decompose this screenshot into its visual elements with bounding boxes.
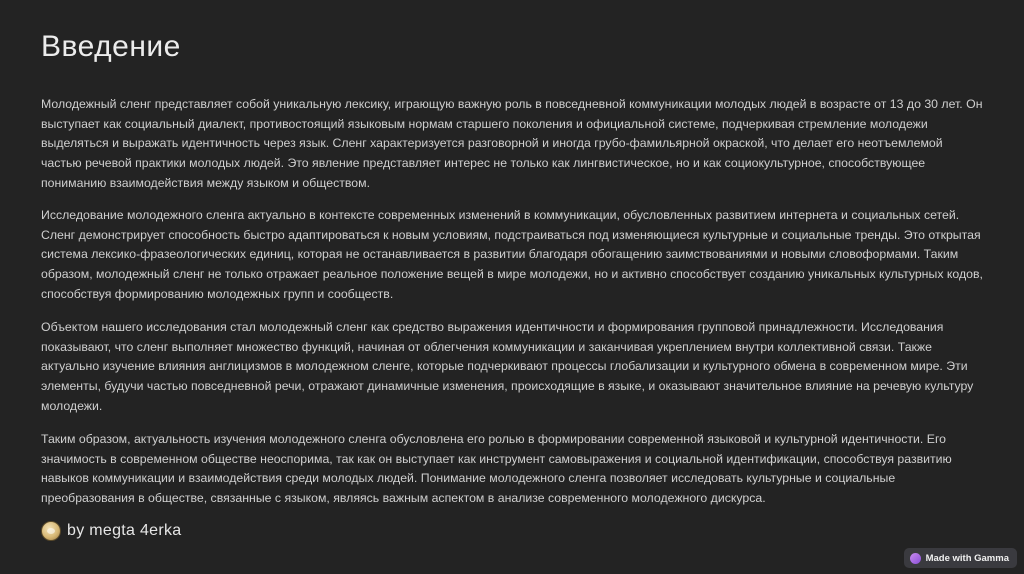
avatar	[41, 521, 61, 541]
made-with-gamma-badge[interactable]	[904, 548, 1017, 568]
slide-title: Введение	[41, 30, 181, 63]
paragraph-4: Таким образом, актуальность изучения молодежного сленга обусловлена его ролью в формировании современной языковой и культурной идентичности. Его значимость в современном обществе неоспорима, так как он выступает как инструмент самовыражения и социальной идентификации, способствуя развитию навыков коммуникации и взаимодействия среди молодых людей. Понимание молодежного сленга позволяет исследовать культурные и социальные преобразования в обществе, связанные с языком, являясь важным аспектом в анализе современного молодежного дискурса.	[41, 432, 952, 506]
paragraph-2: Исследование молодежного сленга актуально в контексте современных изменений в коммуникации, обусловленных развитием интернета и социальных сетей. Сленг демонстрирует способность быстро адаптироваться к новым условиям, подстраиваться под изменяющиеся культурные и социальные тренды. Это открытая система лексико-фразеологических единиц, которая не останавливается в развитии благодаря обогащению заимствованиями и новыми словоформами. Таким образом, молодежный сленг не только отражает реальное положение вещей в мире молодежи, но и активно способствует созданию уникальных культурных кодов, способствуя формированию молодежных групп и сообществ.	[41, 208, 983, 301]
author-name: by megta 4erka	[67, 522, 182, 539]
badge-label: Made with Gamma	[925, 552, 1009, 564]
paragraph-3: Объектом нашего исследования стал молодежный сленг как средство выражения идентичности и формирования групповой принадлежности. Исследования показывают, что сленг выполняет множество функций, начиная от облегчения коммуникации и заканчивая укреплением внутри коллективной связи. Также актуально изучение влияния англицизмов в молодежном сленге, которые подчеркивают процессы глобализации и культурного обмена в современном мире. Эти элементы, будучи частью повседневной речи, отражают динамичные изменения, происходящие в языке, и оказывают значительное влияние на речевую культуру молодежи.	[41, 320, 974, 413]
paragraph-1: Молодежный сленг представляет собой уникальную лексику, играющую важную роль в повседневной коммуникации молодых людей в возрасте от 13 до 30 лет. Он выступает как социальный диалект, противостоящий языковым нормам старшего поколения и официальной системе, подчеркивая стремление молодежи выделяться и выражать идентичность через язык. Сленг характеризуется разговорной и иногда грубо-фамильярной окраской, что делает его неотъемлемой частью речевой практики молодых людей. Это явление представляет интерес не только как лингвистическое, но и как социокультурное, способствующее пониманию взаимодействия между языком и обществом.	[41, 97, 983, 190]
author-block	[41, 521, 181, 541]
gamma-logo-icon	[910, 553, 921, 564]
